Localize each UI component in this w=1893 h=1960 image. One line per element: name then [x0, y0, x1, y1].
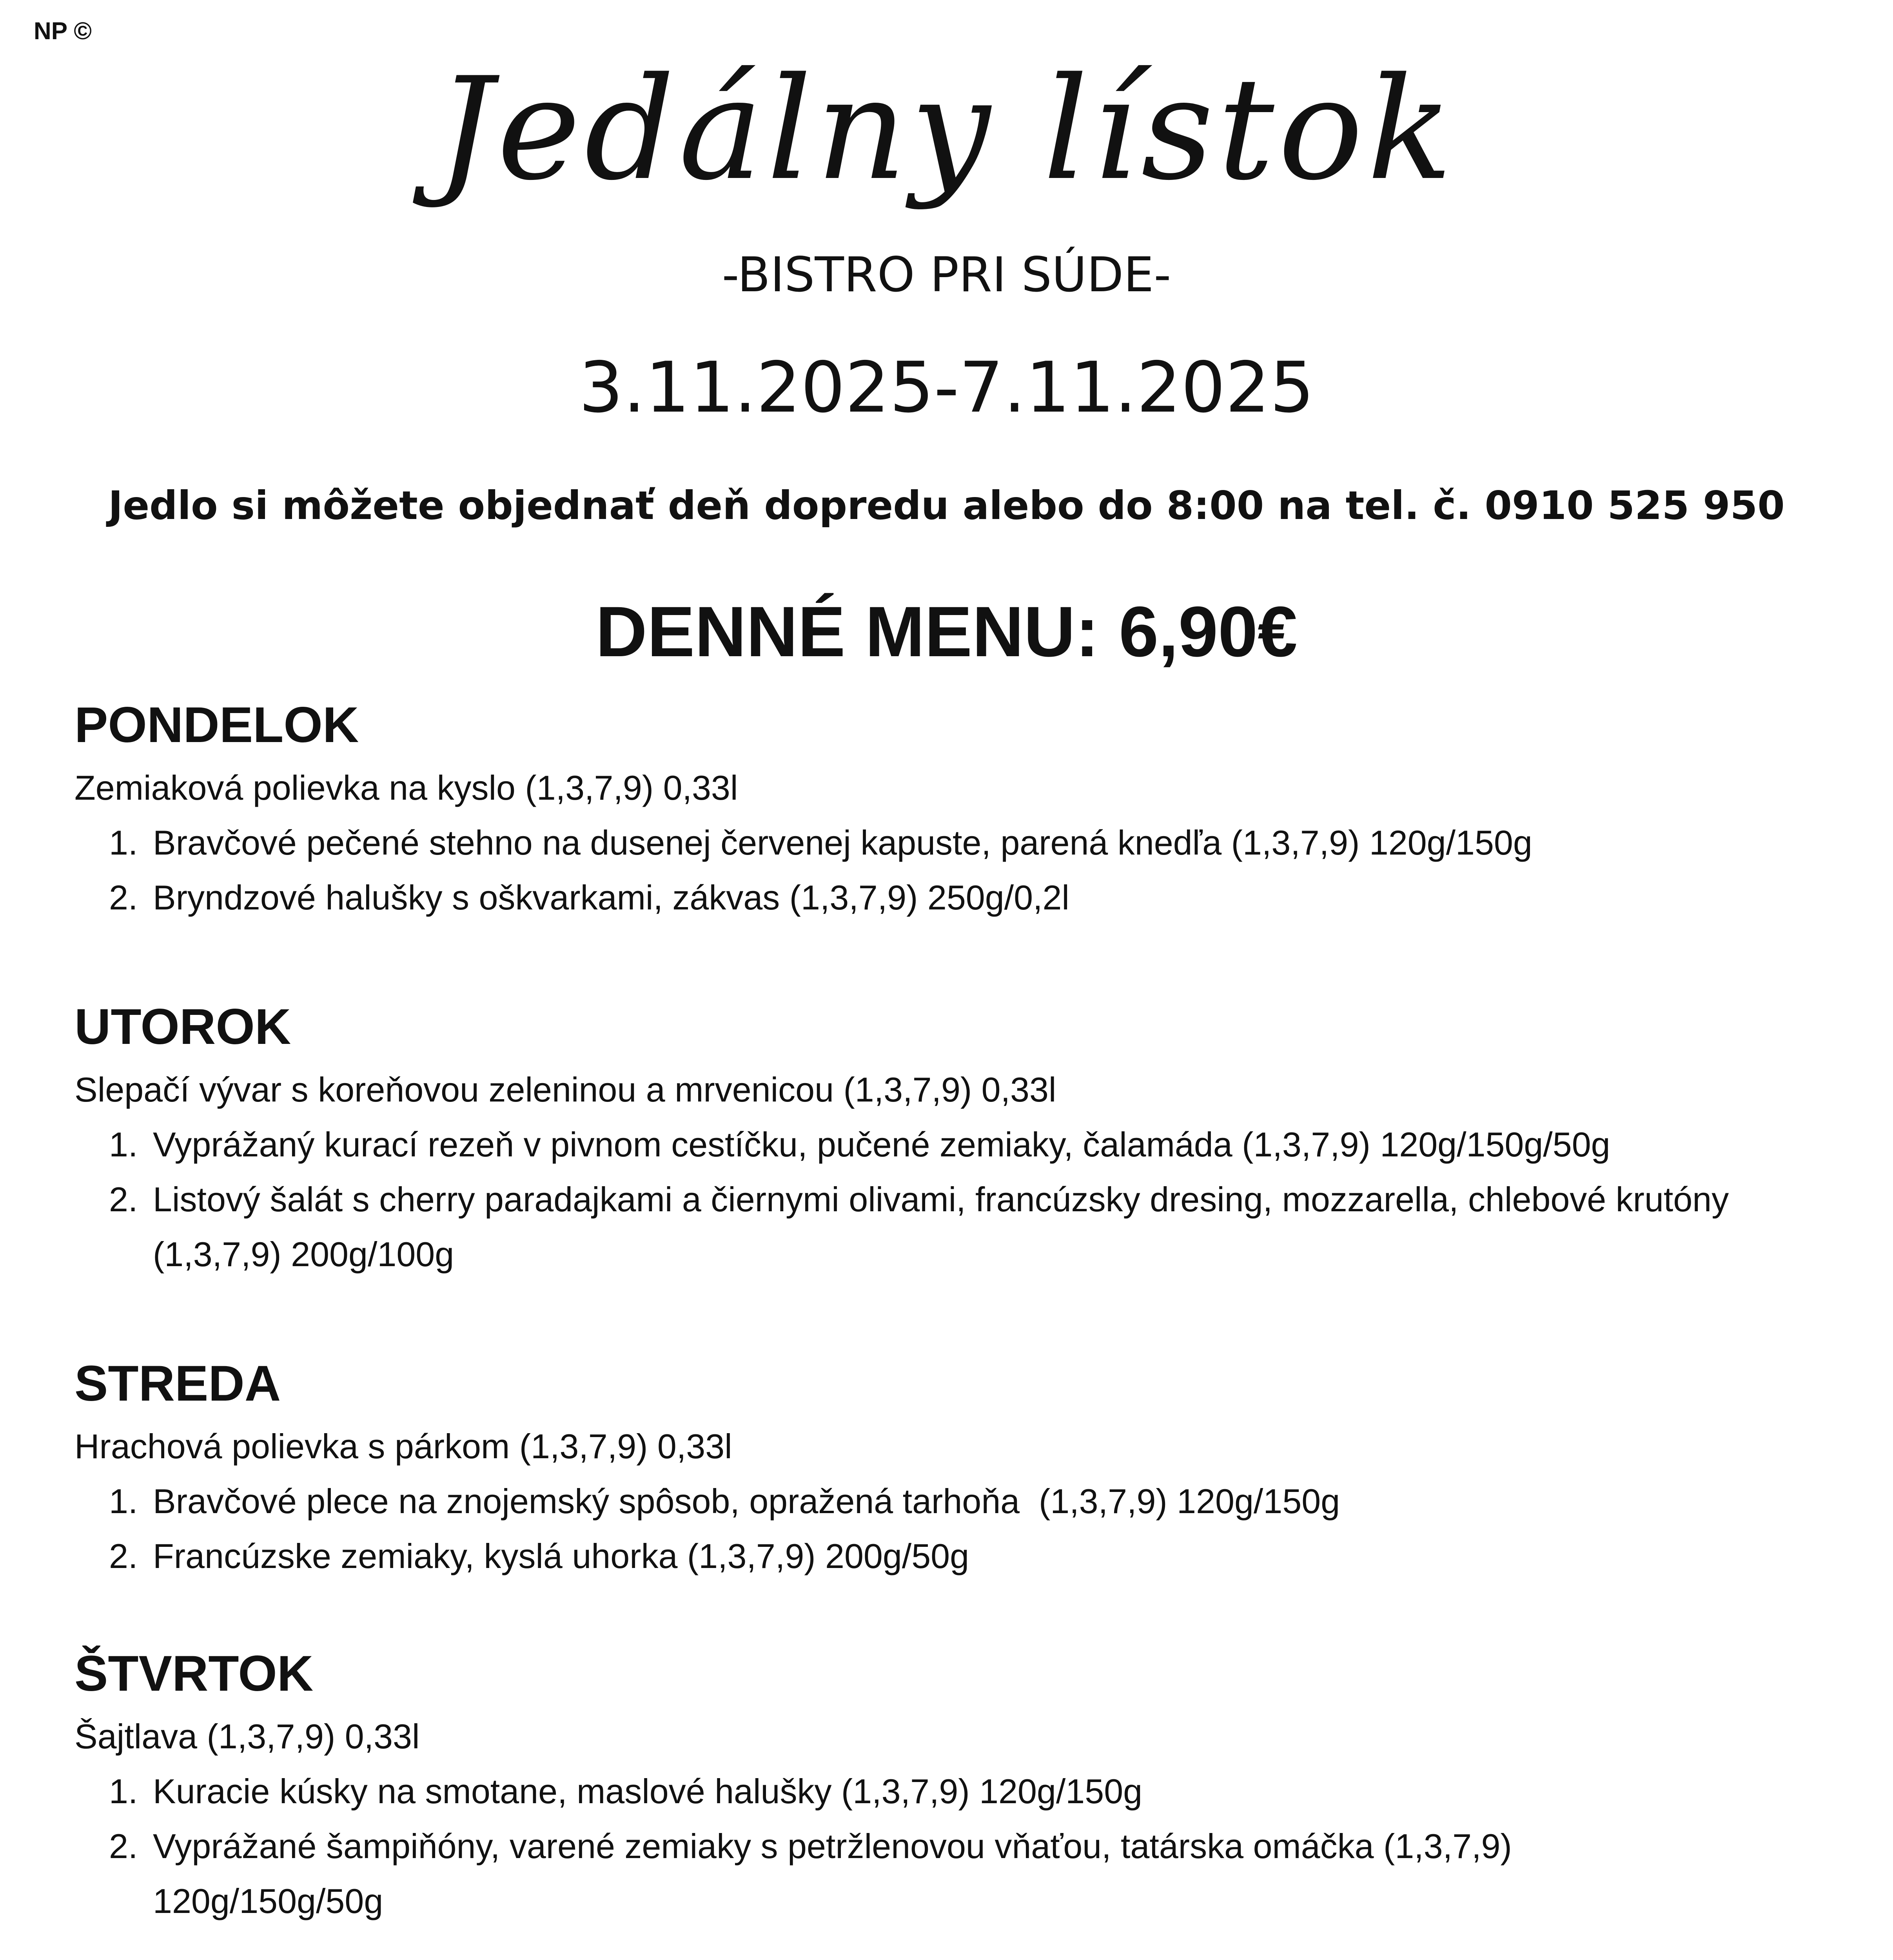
soup: Slepačí vývar s koreňovou zeleninou a mrvenicou (1,3,7,9) 0,33l — [74, 1070, 1056, 1109]
dish-number: 2. — [109, 1180, 138, 1219]
dish-text: Bravčové pečené stehno na dusenej červenej kapuste, parená knedľa (1,3,7,9) 120g/150g — [153, 823, 1532, 862]
soup: Hrachová polievka s párkom (1,3,7,9) 0,33l — [74, 1427, 732, 1466]
dish-item — [74, 1819, 1823, 1929]
day-name: STREDA — [74, 1356, 281, 1412]
dish-item — [74, 1474, 1823, 1529]
dish-number: 1. — [109, 823, 138, 862]
dish-item — [74, 870, 1823, 925]
dish-text: Listový šalát s cherry paradajkami a čiernymi olivami, francúzsky dresing, mozzarella, chlebové krutóny (1,3,7,9) 200g/100g — [153, 1180, 1729, 1274]
dish-list — [74, 815, 1823, 925]
dish-item — [74, 815, 1823, 870]
dish-text: Francúzske zemiaky, kyslá uhorka (1,3,7,9) 200g/50g — [153, 1537, 969, 1575]
soup: Šajtlava (1,3,7,9) 0,33l — [74, 1717, 420, 1756]
dish-item — [74, 1172, 1823, 1282]
dish-item — [74, 1764, 1823, 1819]
day-name: UTOROK — [74, 999, 291, 1055]
day-name: ŠTVRTOK — [74, 1646, 314, 1702]
dish-item — [74, 1117, 1823, 1172]
dish-number: 2. — [109, 1537, 138, 1575]
corner-mark: NP © — [34, 18, 92, 45]
soup: Zemiaková polievka na kyslo (1,3,7,9) 0,33l — [74, 768, 738, 807]
page-title: Jedálny lístok — [436, 47, 1457, 211]
dish-list — [74, 1117, 1823, 1282]
dish-number: 1. — [109, 1772, 138, 1811]
dish-number: 1. — [109, 1482, 138, 1521]
dish-number: 2. — [109, 1827, 138, 1866]
dish-text: Bravčové plece na znojemský spôsob, opražená tarhoňa (1,3,7,9) 120g/150g — [153, 1482, 1340, 1521]
menu-price: DENNÉ MENU: 6,90€ — [595, 592, 1298, 671]
dish-text: Kuracie kúsky na smotane, maslové halušky (1,3,7,9) 120g/150g — [153, 1772, 1143, 1811]
dish-list — [74, 1474, 1823, 1584]
dish-item — [74, 1529, 1823, 1584]
bistro-name: -BISTRO PRI SÚDE- — [722, 247, 1171, 303]
dish-text: Vyprážané šampiňóny, varené zemiaky s petržlenovou vňaťou, tatárska omáčka (1,3,7,9) 120g/150g/50g — [153, 1827, 1512, 1920]
day-thursday — [74, 1646, 1823, 1929]
day-wednesday — [74, 1356, 1823, 1584]
date-range: 3.11.2025-7.11.2025 — [579, 347, 1314, 428]
dish-number: 2. — [109, 878, 138, 917]
dish-list — [74, 1764, 1823, 1929]
days-list — [74, 698, 1823, 1960]
order-note: Jedlo si môžete objednať deň dopredu alebo do 8:00 na tel. č. 0910 525 950 — [108, 483, 1785, 528]
day-monday — [74, 698, 1823, 925]
day-name: PONDELOK — [74, 697, 359, 753]
dish-text: Vyprážaný kurací rezeň v pivnom cestíčku, pučené zemiaky, čalamáda (1,3,7,9) 120g/150g/50g — [153, 1125, 1610, 1164]
day-tuesday — [74, 1000, 1823, 1282]
dish-number: 1. — [109, 1125, 138, 1164]
dish-text: Bryndzové halušky s oškvarkami, zákvas (1,3,7,9) 250g/0,2l — [153, 878, 1069, 917]
